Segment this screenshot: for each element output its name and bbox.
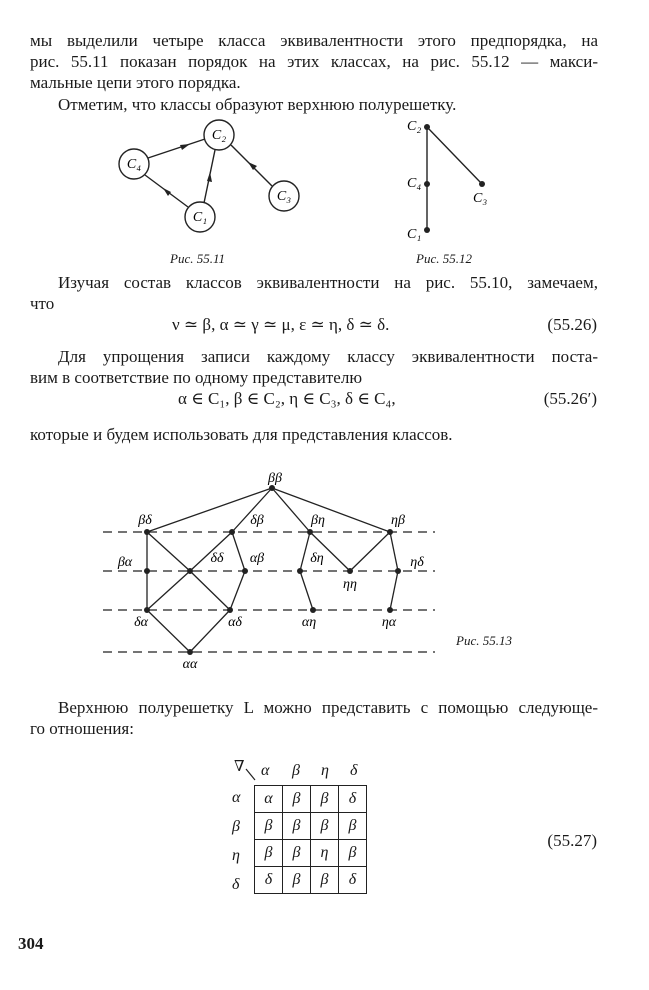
header-beta: β — [292, 762, 300, 779]
table-cell: β — [339, 813, 367, 840]
row-label-eta: η — [232, 847, 240, 864]
para4-line2: вим в соответствие по одному представителю — [30, 368, 363, 387]
fig3-node-ab: αβ — [249, 551, 265, 566]
relation-table — [254, 785, 367, 894]
row-label-alpha: α — [232, 789, 241, 806]
table-cell: δ — [255, 867, 283, 894]
fig1-node-c4: C₄ — [126, 157, 142, 172]
para1-line2: рис. 55.11 показан порядок на этих классах, на рис. 55.12 — макси- — [30, 52, 598, 71]
fig3-caption: Рис. 55.13 — [456, 633, 512, 648]
fig3-node-da: δα — [134, 615, 148, 630]
table-row — [255, 786, 367, 813]
fig1-node-c1: C₁ — [192, 210, 208, 225]
row-label-beta: β — [232, 818, 240, 835]
figure-55-11 — [100, 112, 320, 242]
table-cell: β — [311, 786, 339, 813]
equation-55-27-number: (55.27) — [547, 831, 597, 850]
fig3-node-ah: αη — [301, 615, 317, 630]
para2: Отметим, что классы образуют верхнюю полурешетку. — [58, 95, 457, 114]
equation-55-26-prime-number: (55.26′) — [543, 389, 597, 408]
fig3-node-hb: ηβ — [391, 513, 405, 528]
equation-55-26: ν ≃ β, α ≃ γ ≃ μ, ε ≃ η, δ ≃ δ. — [172, 315, 390, 334]
table-cell: α — [255, 786, 283, 813]
para3-line2: что — [30, 294, 55, 313]
table-cell: β — [311, 813, 339, 840]
fig3-node-hh: ηη — [343, 577, 357, 592]
fig1-node-c2: C₂ — [211, 128, 227, 143]
table-row — [255, 813, 367, 840]
fig3-node-hd: ηδ — [410, 555, 424, 570]
table-cell: β — [283, 786, 311, 813]
row-label-delta: δ — [232, 876, 240, 893]
fig2-node-c4: C₄ — [407, 176, 422, 191]
fig3-node-db: δβ — [250, 513, 264, 528]
table-cell: β — [283, 840, 311, 867]
figure-55-13 — [95, 458, 445, 678]
table-row — [255, 840, 367, 867]
fig3-node-ba: βα — [117, 555, 133, 570]
para5: которые и будем использовать для представления классов. — [30, 425, 453, 444]
table-cell: β — [283, 867, 311, 894]
table-cell: β — [311, 867, 339, 894]
fig3-node-dd: δδ — [210, 551, 224, 566]
table-cell: β — [339, 840, 367, 867]
fig1-node-c3: C₃ — [276, 189, 292, 204]
fig1-caption: Рис. 55.11 — [170, 251, 225, 266]
table-cell: β — [283, 813, 311, 840]
fig2-node-c1: C₁ — [407, 227, 422, 242]
figure-55-12 — [395, 112, 505, 247]
fig3-node-bh: βη — [311, 513, 325, 528]
header-eta: η — [321, 762, 329, 779]
operator-tick — [245, 768, 259, 782]
table-cell: η — [311, 840, 339, 867]
table-cell: β — [255, 813, 283, 840]
fig3-node-bb: ββ — [268, 471, 282, 486]
table-cell: δ — [339, 867, 367, 894]
para6-line1: Верхнюю полурешетку L можно представить с помощью следующе- — [58, 698, 598, 717]
fig2-node-c2: C₂ — [407, 119, 422, 134]
para6-line2: го отношения: — [30, 719, 134, 738]
fig2-caption: Рис. 55.12 — [416, 251, 472, 266]
table-row — [255, 867, 367, 894]
equation-55-26-prime: α ∈ C₁, β ∈ C₂, η ∈ C₃, δ ∈ C₄, — [178, 389, 396, 408]
fig2-node-c3: C₃ — [473, 191, 488, 206]
para3-line1: Изучая состав классов эквивалентности на рис. 55.10, замечаем, — [58, 273, 598, 292]
page-number: 304 — [18, 934, 44, 953]
fig3-node-aa: αα — [182, 657, 198, 672]
header-alpha: α — [261, 762, 270, 779]
fig3-node-dh: δη — [310, 551, 324, 566]
para4-line1: Для упрощения записи каждому классу эквивалентности поста- — [58, 347, 598, 366]
equation-55-26-number: (55.26) — [547, 315, 597, 334]
para1-line3: мальные цепи этого порядка. — [30, 73, 241, 92]
fig3-node-bd: βδ — [138, 513, 152, 528]
fig3-node-ha: ηα — [381, 615, 397, 630]
fig3-node-ad: αδ — [228, 615, 242, 630]
operator-symbol: ∇ — [234, 759, 245, 775]
table-cell: δ — [339, 786, 367, 813]
header-delta: δ — [350, 762, 358, 779]
table-cell: β — [255, 840, 283, 867]
para1-line1: мы выделили четыре класса эквивалентности этого предпорядка, на — [30, 31, 598, 50]
